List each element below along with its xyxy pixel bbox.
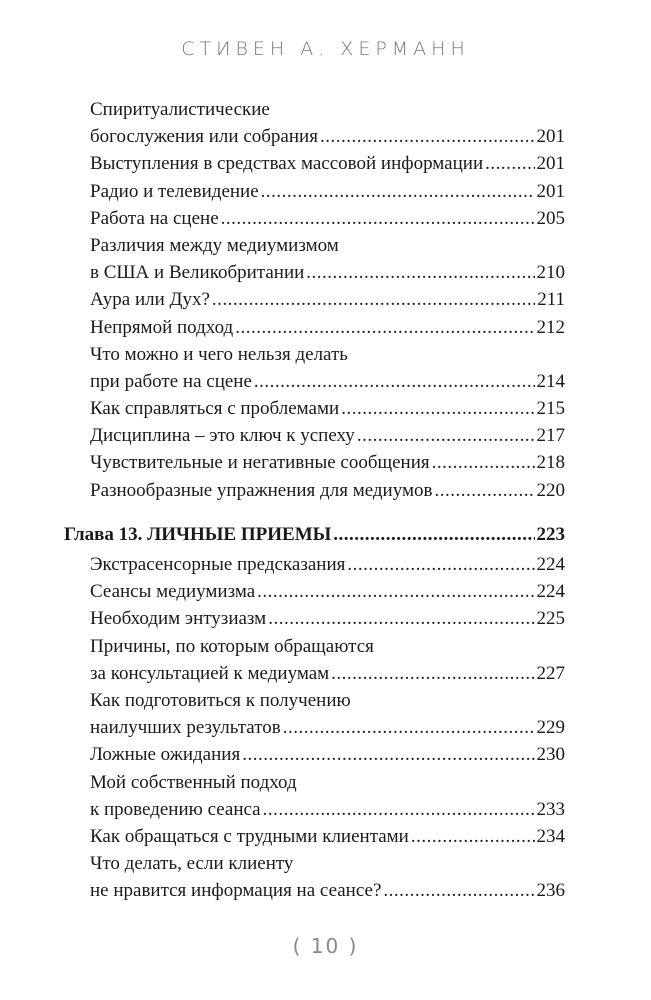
dot-leader bbox=[485, 150, 534, 177]
toc-line bbox=[90, 314, 565, 341]
dot-leader bbox=[432, 449, 535, 476]
toc-entry-page: 201 bbox=[536, 153, 565, 175]
toc-entry-page: 233 bbox=[536, 798, 565, 820]
toc-entry-page: 212 bbox=[536, 316, 565, 338]
toc-line bbox=[90, 368, 565, 395]
toc-entry bbox=[90, 150, 565, 177]
toc-line bbox=[90, 341, 565, 368]
toc-line bbox=[90, 395, 565, 422]
toc-line bbox=[90, 286, 565, 313]
toc-entry-page: 227 bbox=[536, 662, 565, 684]
toc-line bbox=[90, 823, 565, 850]
toc-entry-title: Как подготовиться к получению bbox=[90, 689, 351, 711]
toc-entry-title: Экстрасенсорные предсказания bbox=[90, 554, 346, 575]
toc-list-bottom bbox=[90, 551, 565, 904]
toc-entry-title: за консультацией к медиумам bbox=[90, 662, 330, 684]
toc-entry-title: Спиритуалистические bbox=[90, 99, 270, 120]
toc-entry-title: Дисциплина – это ключ к успеху bbox=[90, 425, 355, 447]
toc-entry bbox=[90, 178, 565, 205]
toc-line bbox=[90, 578, 565, 605]
toc-entry bbox=[90, 286, 565, 313]
toc-entry-page: 230 bbox=[536, 744, 565, 766]
toc-line bbox=[90, 714, 565, 741]
dot-leader bbox=[306, 259, 534, 286]
toc-entry-title: Что делать, если клиенту bbox=[90, 853, 294, 875]
toc-entry-title: Разнообразные упражнения для медиумов bbox=[90, 479, 433, 501]
toc-entry-page: 220 bbox=[536, 479, 565, 501]
toc-line bbox=[90, 605, 565, 632]
dot-leader bbox=[411, 823, 535, 850]
toc-line bbox=[90, 232, 565, 259]
dot-leader bbox=[212, 286, 535, 313]
toc-line bbox=[90, 259, 565, 286]
dot-leader bbox=[254, 368, 535, 395]
toc-entry-page: 218 bbox=[536, 452, 565, 474]
toc-entry bbox=[90, 341, 565, 395]
toc-entry-page: 211 bbox=[537, 289, 565, 311]
dot-leader bbox=[257, 578, 534, 605]
toc-entry bbox=[90, 422, 565, 449]
toc-entry-page: 217 bbox=[536, 425, 565, 447]
chapter-page: 223 bbox=[536, 524, 565, 545]
toc-line bbox=[90, 687, 565, 714]
toc-entry bbox=[90, 687, 565, 741]
toc-line bbox=[90, 477, 565, 504]
dot-leader bbox=[331, 660, 534, 687]
toc-entry-page: 229 bbox=[536, 717, 565, 739]
toc-entry bbox=[90, 633, 565, 687]
dot-leader bbox=[283, 714, 535, 741]
toc-entry-title: к проведению сеанса bbox=[90, 798, 261, 820]
toc-entry-title: Мой собственный подход bbox=[90, 771, 297, 793]
dot-leader bbox=[261, 178, 535, 205]
toc-entry bbox=[90, 551, 565, 578]
toc-line bbox=[90, 422, 565, 449]
toc-line bbox=[90, 877, 565, 904]
toc-entry-page: 234 bbox=[536, 825, 565, 847]
toc-entry-title: Как справляться с проблемами bbox=[90, 398, 340, 420]
toc-entry bbox=[90, 232, 565, 286]
toc-line bbox=[90, 660, 565, 687]
toc-entry-page: 214 bbox=[536, 370, 565, 392]
toc-entry-title: Как обращаться с трудными клиентами bbox=[90, 825, 409, 847]
toc-entry-title: при работе на сцене bbox=[90, 370, 252, 392]
dot-leader bbox=[383, 877, 534, 904]
toc-line bbox=[90, 769, 565, 796]
toc-entry bbox=[90, 205, 565, 232]
chapter-title: Глава 13. ЛИЧНЫЕ ПРИЕМЫ bbox=[64, 524, 332, 545]
toc-entry-title: Работа на сцене bbox=[90, 207, 219, 229]
dot-leader bbox=[347, 551, 534, 578]
toc-line bbox=[90, 123, 565, 150]
dot-leader bbox=[235, 314, 534, 341]
toc-entry-title: не нравится информация на сеансе? bbox=[90, 880, 382, 902]
dot-leader bbox=[221, 205, 535, 232]
dot-leader bbox=[357, 422, 535, 449]
toc-entry-title: Выступления в средствах массовой информации bbox=[90, 153, 484, 175]
dot-leader bbox=[263, 796, 535, 823]
toc-entry-title: Ложные ожидания bbox=[90, 744, 241, 766]
toc-line bbox=[90, 449, 565, 476]
toc-entry-page: 210 bbox=[536, 262, 565, 284]
toc-line bbox=[90, 796, 565, 823]
toc-entry-page: 225 bbox=[536, 608, 565, 630]
toc-entry-title: в США и Великобритании bbox=[90, 262, 305, 284]
toc-entry bbox=[90, 477, 565, 504]
toc-entry-title: Чувствительные и негативные сообщения bbox=[90, 452, 430, 474]
toc-entry-title: Сеансы медиумизма bbox=[90, 581, 256, 603]
toc-line bbox=[90, 205, 565, 232]
dot-leader bbox=[333, 521, 534, 548]
toc-line bbox=[90, 150, 565, 177]
toc-entry bbox=[90, 741, 565, 768]
dot-leader bbox=[341, 395, 534, 422]
toc-entry-title: Причины, по которым обращаются bbox=[90, 635, 374, 657]
toc-entry bbox=[90, 395, 565, 422]
toc-line bbox=[90, 96, 565, 123]
toc-entry bbox=[90, 96, 565, 150]
toc-entry-title: Что можно и чего нельзя делать bbox=[90, 343, 348, 365]
toc-line bbox=[90, 551, 565, 578]
toc-entry-title: Необходим энтузиазм bbox=[90, 608, 267, 630]
toc-list-top bbox=[90, 96, 565, 504]
toc-entry-page: 201 bbox=[536, 126, 565, 148]
toc-entry-page: 205 bbox=[536, 207, 565, 229]
toc-entry bbox=[90, 314, 565, 341]
toc-entry bbox=[90, 449, 565, 476]
dot-leader bbox=[320, 123, 535, 150]
toc-entry-page: 201 bbox=[536, 180, 565, 202]
toc-entry bbox=[90, 823, 565, 850]
running-header: СТИВЕН А. ХЕРМАНН bbox=[181, 38, 470, 60]
toc-entry-page: 224 bbox=[536, 554, 565, 575]
toc-entry-page: 224 bbox=[536, 581, 565, 603]
toc-entry bbox=[90, 769, 565, 823]
toc-line bbox=[90, 178, 565, 205]
toc-entry-page: 236 bbox=[536, 880, 565, 902]
toc-entry-title: наилучших результатов bbox=[90, 717, 281, 739]
toc-entry-title: Аура или Дух? bbox=[90, 289, 210, 311]
toc-entry-title: богослужения или собрания bbox=[90, 126, 318, 148]
dot-leader bbox=[434, 477, 534, 504]
toc-entry-page: 215 bbox=[536, 398, 565, 420]
toc-entry bbox=[90, 578, 565, 605]
toc-line bbox=[90, 850, 565, 877]
toc-entry-title: Непрямой подход bbox=[90, 316, 234, 338]
toc-entry-title: Различия между медиумизмом bbox=[90, 234, 339, 256]
chapter-heading bbox=[64, 521, 565, 548]
toc-entry bbox=[90, 605, 565, 632]
toc-line bbox=[90, 633, 565, 660]
page-number: ( 10 ) bbox=[292, 934, 359, 958]
toc-line bbox=[90, 741, 565, 768]
dot-leader bbox=[242, 741, 534, 768]
dot-leader bbox=[268, 605, 534, 632]
toc-entry bbox=[90, 850, 565, 904]
toc-entry-title: Радио и телевидение bbox=[90, 180, 259, 202]
